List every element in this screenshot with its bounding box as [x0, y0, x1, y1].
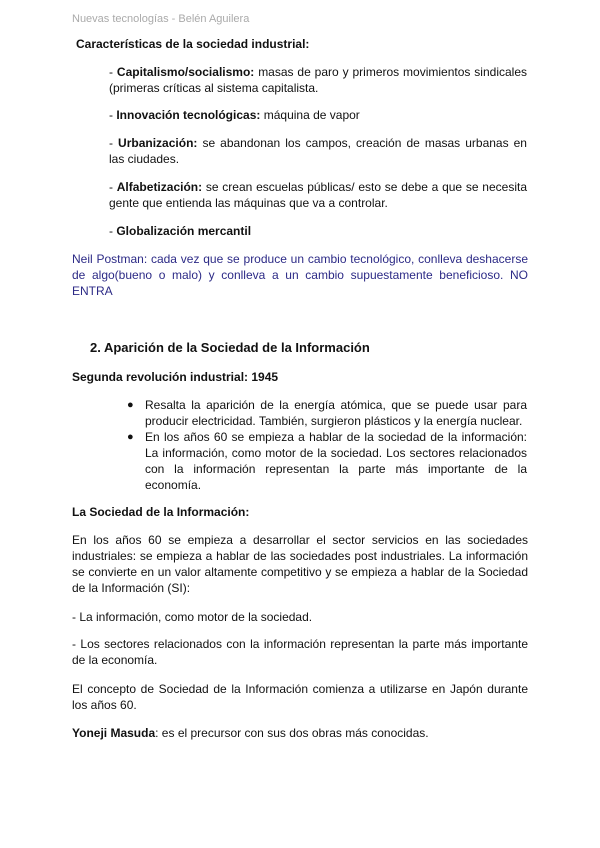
feature-label: Capitalismo/socialismo:	[116, 65, 255, 79]
person-name: Yoneji Masuda	[72, 726, 156, 740]
paragraph: - Los sectores relacionados con la información representan la parte más importante de la economía.	[72, 637, 528, 667]
feature-label: Alfabetización:	[116, 180, 203, 194]
feature-text: se abandonan los campos, creación de masas urbanas en las ciudades.	[109, 136, 527, 166]
feature-item: - Innovación tecnológicas: máquina de vapor	[109, 108, 360, 122]
bullet-text: Resalta la aparición de la energía atómica, que se puede usar para producir electricidad. También, surgieron plásticos y la energía nuclear.	[145, 398, 527, 428]
bullet-list	[127, 397, 527, 493]
feature-label: Urbanización:	[118, 136, 198, 150]
bullet-text: En los años 60 se empieza a hablar de la sociedad de la información: La información, como motor de la sociedad. Los sectores relacionados con la información representan la parte más importante de la economía.	[145, 430, 527, 492]
bullet-icon: ●	[127, 399, 134, 411]
subheading-revolution: Segunda revolución industrial: 1945	[72, 370, 279, 384]
postman-note: Neil Postman: cada vez que se produce un cambio tecnológico, conlleva deshacerse de algo(bueno o malo) y conlleva a un cambio supuestamente beneficioso. NO ENTRA	[72, 252, 528, 298]
feature-item: - Alfabetización: se crean escuelas públicas/ esto se debe a que se necesita gente que entienda las máquinas que va a controlar.	[109, 180, 527, 210]
paragraph: - La información, como motor de la sociedad.	[72, 610, 313, 624]
list-item	[127, 397, 527, 429]
bullet-icon: ●	[127, 431, 134, 443]
page-header: Nuevas tecnologías - Belén Aguilera	[72, 13, 250, 25]
subheading-si: La Sociedad de la Información:	[72, 505, 250, 519]
section-title: 2. Aparición de la Sociedad de la Información	[90, 340, 370, 355]
feature-item: - Urbanización: se abandonan los campos, creación de masas urbanas en las ciudades.	[109, 136, 527, 166]
section-heading: Características de la sociedad industrial:	[76, 37, 310, 51]
person-text: : es el precursor con sus dos obras más conocidas.	[155, 726, 429, 740]
paragraph: En los años 60 se empieza a desarrollar el sector servicios en las sociedades industriales: se empieza a hablar de las sociedades post industriales. La información se convierte en un valor altamente competitivo y se empieza a hablar de la Sociedad de la Información (SI):	[72, 533, 528, 595]
paragraph: El concepto de Sociedad de la Información comienza a utilizarse en Japón durante los años 60.	[72, 682, 528, 712]
feature-text: se crean escuelas públicas/ esto se debe a que se necesita gente que entienda las máquinas que va a controlar.	[109, 180, 527, 210]
feature-text: masas de paro y primeros movimientos sindicales (primeras críticas al sistema capitalista.	[109, 65, 527, 95]
list-item	[127, 429, 527, 493]
feature-item: - Capitalismo/socialismo: masas de paro y primeros movimientos sindicales (primeras críticas al sistema capitalista.	[109, 65, 527, 95]
feature-item: - Globalización mercantil	[109, 224, 252, 238]
feature-label: Globalización mercantil	[116, 224, 252, 238]
feature-label: Innovación tecnológicas:	[116, 108, 261, 122]
paragraph	[72, 725, 528, 741]
feature-text: máquina de vapor	[263, 108, 360, 122]
